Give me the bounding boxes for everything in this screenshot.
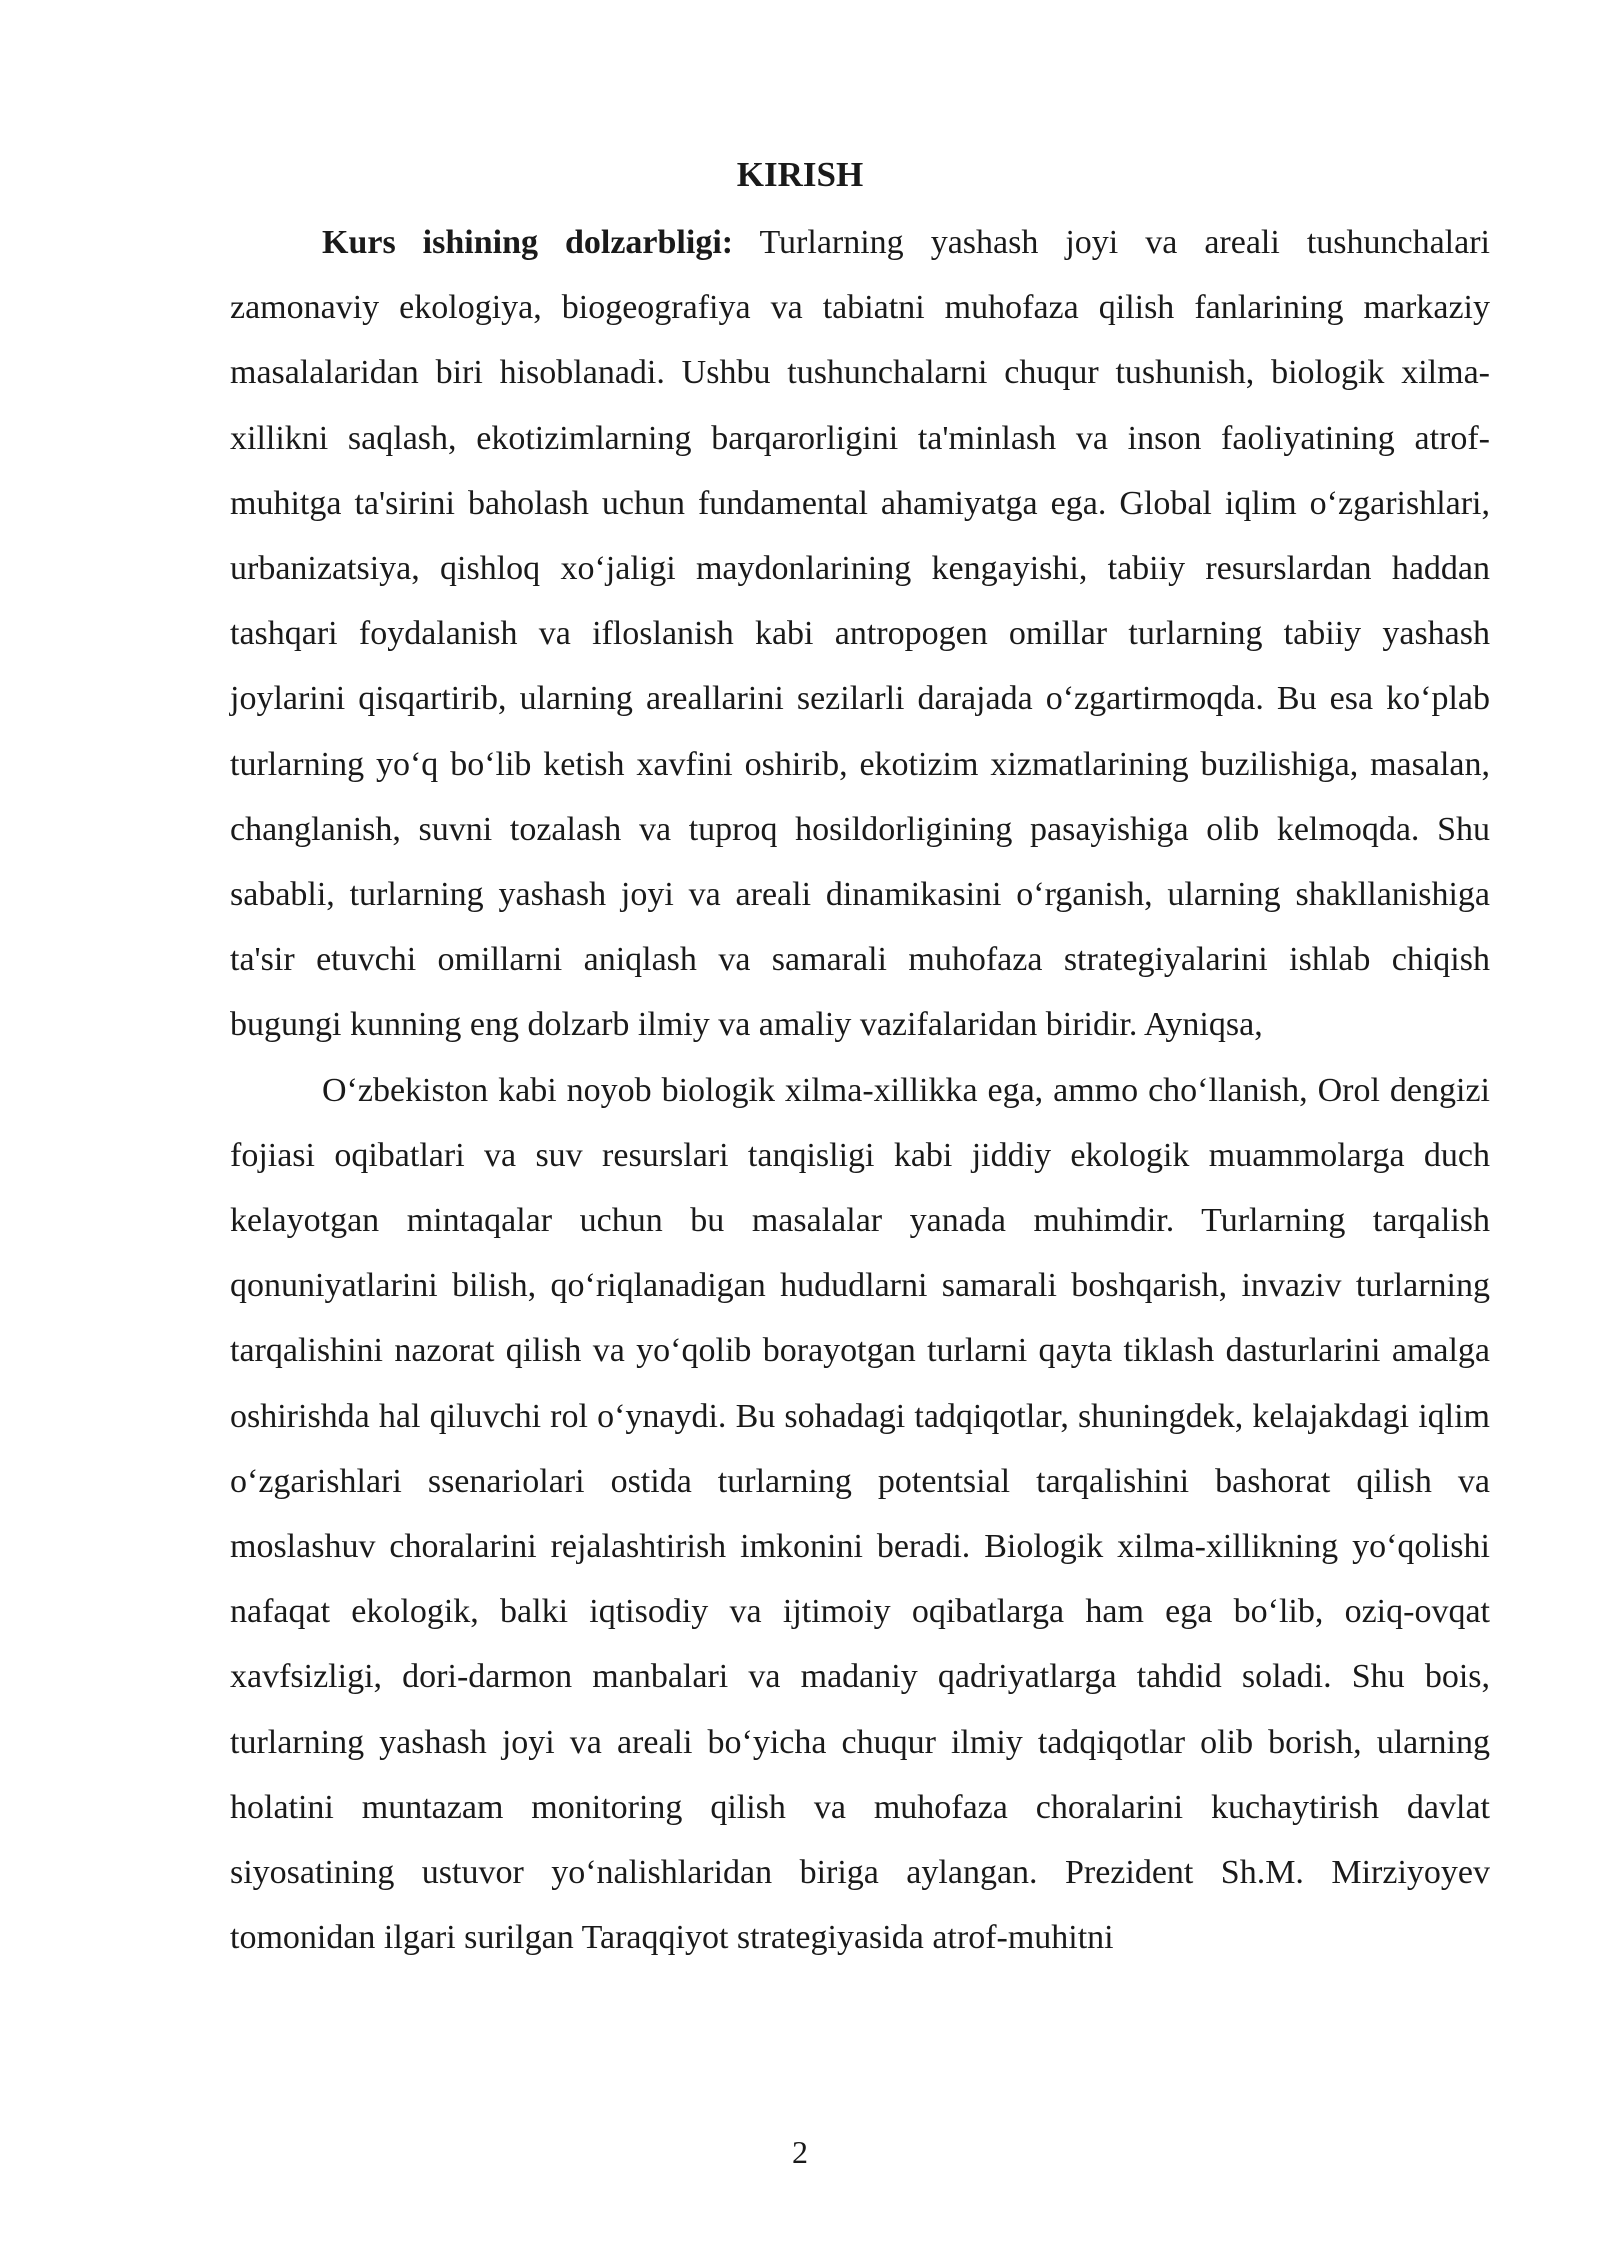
paragraph-lead-label: Kurs ishining dolzarbligi: xyxy=(322,224,734,261)
paragraph-text: Turlarning yashash joyi va areali tushunchalari zamonaviy ekologiya, biogeografiya va tabiatni muhofaza qilish fanlarining markaziy masalalaridan biri hisoblanadi. Ushbu tushunchalarni chuqur tushunish, biologik xilma-xillikni saqlash, ekotizimlarning barqarorligini ta'minlash va inson faoliyatining atrof-muhitga ta'sirini baholash uchun fundamental ahamiyatga ega. Global iqlim o‘zgarishlari, urbanizatsiya, qishloq xo‘jaligi maydonlarining kengayishi, tabiiy resurslardan haddan tashqari foydalanish va ifloslanish kabi antropogen omillar turlarning tabiiy yashash joylarini qisqartirib, ularning areallarini sezilarli darajada o‘zgartirmoqda. Bu esa ko‘plab turlarning yo‘q bo‘lib ketish xavfini oshirib, ekotizim xizmatlarining buzilishiga, masalan, changlanish, suvni tozalash va tuproq hosildorligining pasayishiga olib kelmoqda. Shu sababli, turlarning yashash joyi va areali dinamikasini o‘rganish, ularning shakllanishiga ta'sir etuvchi omillarni aniqlash va samarali muhofaza strategiyalarini ishlab chiqish bugungi kunning eng dolzarb ilmiy va amaliy vazifalaridan biridir. Ayniqsa, xyxy=(230,224,1490,1044)
paragraph-relevance xyxy=(230,210,1490,1058)
document-body xyxy=(230,210,1490,1970)
paragraph-uzbekistan: O‘zbekiston kabi noyob biologik xilma-xillikka ega, ammo cho‘llanish, Orol dengizi fojiasi oqibatlari va suv resurslari tanqisligi kabi jiddiy ekologik muammolarga duch kelayotgan mintaqalar uchun bu masalalar yanada muhimdir. Turlarning tarqalish qonuniyatlarini bilish, qo‘riqlanadigan hududlarni samarali boshqarish, invaziv turlarning tarqalishini nazorat qilish va yo‘qolib borayotgan turlarni qayta tiklash dasturlarini amalga oshirishda hal qiluvchi rol o‘ynaydi. Bu sohadagi tadqiqotlar, shuningdek, kelajakdagi iqlim o‘zgarishlari ssenariolari ostida turlarning potentsial tarqalishini bashorat qilish va moslashuv choralarini rejalashtirish imkonini beradi. Biologik xilma-xillikning yo‘qolishi nafaqat ekologik, balki iqtisodiy va ijtimoiy oqibatlarga ham ega bo‘lib, oziq-ovqat xavfsizligi, dori-darmon manbalari va madaniy qadriyatlarga tahdid soladi. Shu bois, turlarning yashash joyi va areali bo‘yicha chuqur ilmiy tadqiqotlar olib borish, ularning holatini muntazam monitoring qilish va muhofaza choralarini kuchaytirish davlat siyosatining ustuvor yo‘nalishlaridan biriga aylangan. Prezident Sh.M. Mirziyoyev tomonidan ilgari surilgan Taraqqiyot strategiyasida atrof-muhitni xyxy=(230,1071,1490,1957)
page-number: 2 xyxy=(792,2134,808,2170)
page-title: KIRISH xyxy=(736,155,864,194)
